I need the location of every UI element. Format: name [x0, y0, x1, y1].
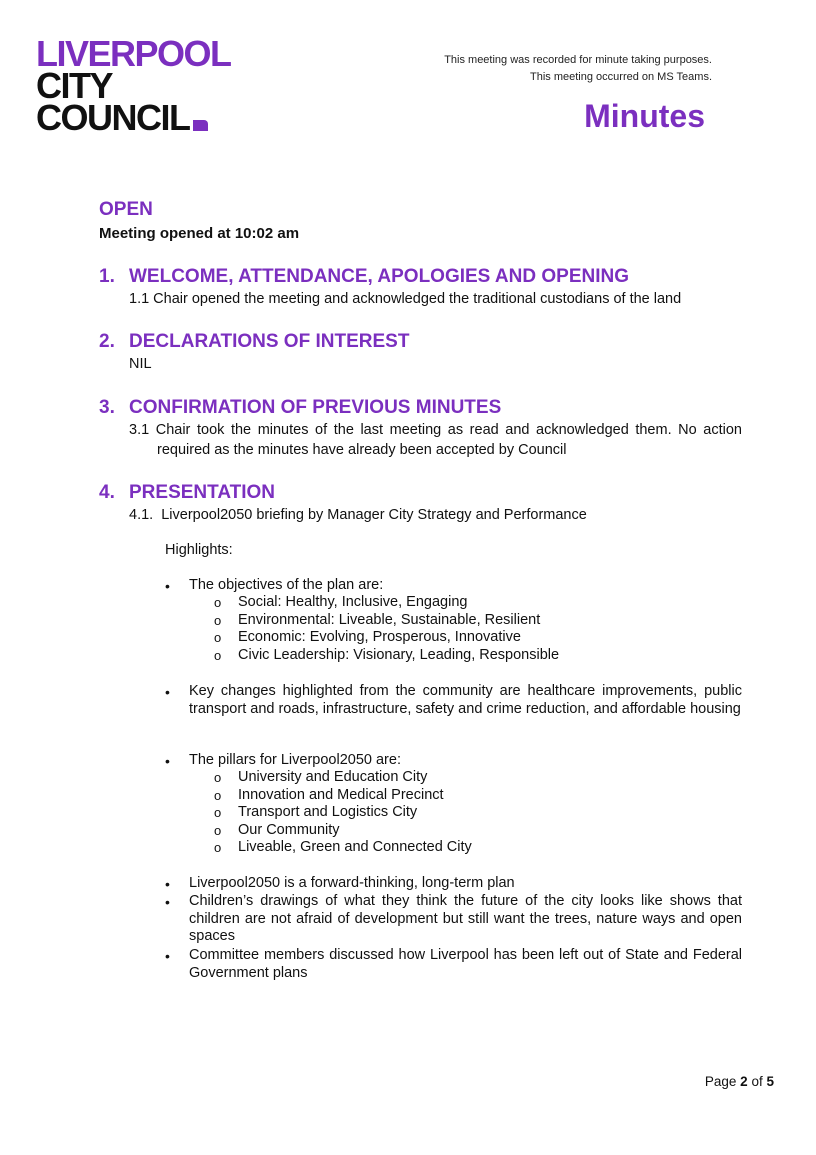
objective-text: Civic Leadership: Visionary, Leading, Responsible [238, 646, 560, 663]
page-total: 5 [766, 1074, 774, 1089]
logo-line-council-wrap [36, 97, 231, 138]
bullet-pillars: The pillars for Liverpool2050 are: [189, 752, 401, 768]
sub-bullet-icon: o [214, 840, 222, 855]
page-number [705, 1074, 774, 1089]
section-4-heading [99, 482, 275, 504]
pillar-text: Innovation and Medical Precinct [238, 786, 444, 803]
section-2-heading [99, 331, 409, 353]
objective-text: Economic: Evolving, Prosperous, Innovative [238, 629, 521, 645]
sub-bullet-icon: o [214, 595, 222, 610]
section-4-title: PRESENTATION [129, 482, 276, 503]
sub-bullet-icon: o [214, 630, 222, 645]
page-word: Page [704, 1074, 737, 1089]
section-1-title: WELCOME, ATTENDANCE, APOLOGIES AND OPENING [129, 266, 629, 287]
bullet-childrens-drawings: Children’s drawings of what they think the future of the city looks like shows that children are not afraid of development but still want the trees, nature ways and open spaces [189, 893, 742, 944]
sub-bullet-icon: o [214, 822, 222, 838]
of-word: of [751, 1074, 763, 1089]
list-item [214, 822, 472, 840]
sub-bullet-icon: o [214, 612, 222, 628]
teams-note: This meeting occurred on MS Teams. [530, 71, 712, 83]
list-item [214, 787, 472, 805]
logo-line-city: CITY [36, 65, 113, 106]
open-heading: OPEN [99, 199, 153, 220]
open-text: Meeting opened at 10:02 am [99, 225, 300, 242]
bullet-icon: • [165, 948, 170, 964]
list-item [214, 612, 559, 630]
bullet-icon: • [165, 684, 170, 700]
bullet-icon: • [165, 876, 170, 892]
pillar-text: Transport and Logistics City [238, 804, 418, 820]
section-2-number: 2. [99, 331, 115, 352]
section-3-heading [99, 397, 501, 419]
bullet-forward-thinking: Liverpool2050 is a forward-thinking, long-term plan [189, 875, 515, 891]
section-3-line-2: required as the minutes have already been accepted by Council [157, 442, 567, 458]
list-item [214, 594, 559, 612]
document-title: Minutes [584, 98, 705, 134]
pillar-text: University and Education City [238, 769, 428, 785]
sub-bullet-icon: o [214, 647, 222, 663]
council-logo [36, 33, 231, 138]
section-4-number: 4. [99, 482, 115, 503]
logo-mark-icon [193, 120, 208, 131]
list-item [214, 839, 472, 857]
section-2-title: DECLARATIONS OF INTEREST [129, 331, 410, 352]
list-item [214, 629, 559, 647]
list-item [214, 647, 559, 665]
list-item [214, 804, 472, 822]
pillar-text: Liveable, Green and Connected City [238, 839, 472, 855]
section-3-title: CONFIRMATION OF PREVIOUS MINUTES [129, 397, 502, 418]
section-1-heading [99, 266, 629, 288]
page-current: 2 [740, 1074, 748, 1089]
objective-text: Environmental: Liveable, Sustainable, Resilient [238, 611, 541, 628]
pillars-list [214, 769, 472, 857]
highlights-label: Highlights: [165, 542, 233, 558]
section-1-text: 1.1 Chair opened the meeting and acknowledged the traditional custodians of the land [129, 291, 682, 307]
section-3-line-1: 3.1 Chair took the minutes of the last meeting as read and acknowledged them. No action [129, 422, 742, 438]
section-2-text: NIL [129, 356, 152, 372]
logo-line-council: COUNCIL [36, 97, 190, 138]
bullet-key-changes: Key changes highlighted from the community are healthcare improvements, public transport and roads, infrastructure, safety and crime reduction, and affordable housing [189, 683, 742, 717]
sub-bullet-icon: o [214, 805, 222, 820]
logo-line-liverpool: LIVERPOOL [36, 33, 231, 74]
sub-bullet-icon: o [214, 770, 222, 785]
section-3-number: 3. [99, 397, 115, 418]
sub-bullet-icon: o [214, 787, 222, 803]
objective-text: Social: Healthy, Inclusive, Engaging [238, 594, 468, 610]
bullet-icon: • [165, 578, 170, 594]
section-1-number: 1. [99, 266, 115, 287]
objectives-list [214, 594, 559, 664]
list-item [214, 769, 472, 787]
recording-notice [444, 52, 712, 86]
section-4-item: 4.1. Liverpool2050 briefing by Manager City Strategy and Performance [129, 507, 587, 523]
bullet-objectives: The objectives of the plan are: [189, 577, 384, 593]
bullet-committee: Committee members discussed how Liverpool has been left out of State and Federal Government plans [189, 947, 742, 981]
bullet-icon: • [165, 753, 170, 769]
bullet-icon: • [165, 894, 170, 910]
recorded-note: This meeting was recorded for minute taking purposes. [444, 54, 712, 66]
pillar-text: Our Community [238, 821, 340, 838]
